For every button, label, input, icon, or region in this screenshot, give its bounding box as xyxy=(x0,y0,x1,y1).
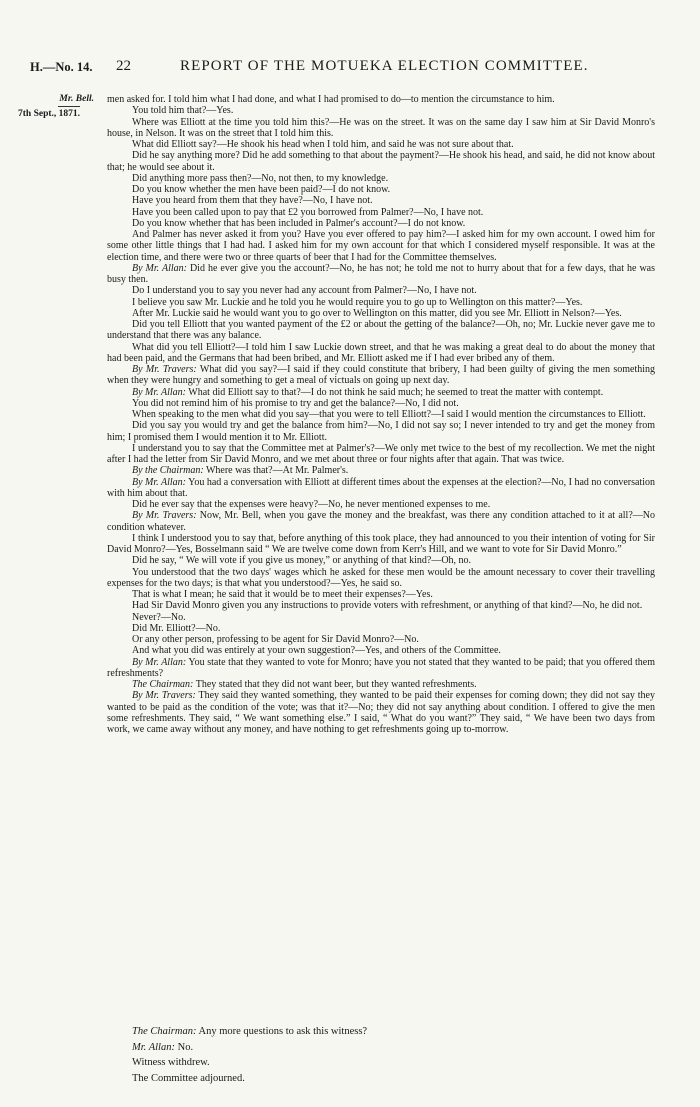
paragraph-text: Do you know whether that has been included in Palmer's account?—I do not know. xyxy=(132,217,466,229)
closing-line xyxy=(132,1024,432,1040)
paragraph-text: They said they wanted something, they wanted to be paid their expenses for coming down; they did not say they wanted to be paid as the condition of the vote; was that it?—No; they did not say anything about condition. I offered to give the men some refreshments. They said, “ We want something else.” I said, “ What do you want?” They said, “ We have been two days from work, we came away without any money, and have nothing to get refreshments going up to-morrow. xyxy=(107,690,655,735)
speaker-lead: By Mr. Allan: xyxy=(132,262,187,274)
closing-line xyxy=(132,1055,432,1071)
paragraph-text: I believe you saw Mr. Luckie and he told you he would require you to go up to Wellington on this matter?—Yes. xyxy=(132,296,583,308)
paragraph-text: They stated that they did not want beer, but they wanted refreshments. xyxy=(193,679,477,690)
paragraph-text: When speaking to the men what did you say—that you were to tell Elliott?—I said I would mention the circumstances to Elliott. xyxy=(132,409,646,420)
speaker-lead: The Chairman: xyxy=(132,679,194,690)
paragraph-text: Did you say you would try and get the balance from him?—No, I did not say so; I never intended to try and get the money from him; I promised them I would mention it to Mr. Elliott. xyxy=(107,420,655,443)
testimony-body xyxy=(107,94,655,735)
testimony-paragraph xyxy=(107,510,655,533)
paragraph-text: Where was Elliott at the time you told him this?—He was on the street. It was on the same day I saw him at Sir David Monro's house, in Nelson. It was on the street that I told him this. xyxy=(107,116,655,139)
paragraph-text: I understand you to say that the Committee met at Palmer's?—We only met twice to the best of my recollection. We met the night after I had the letter from Sir David Monro, and we met about three or four nights after that again. That was twice. xyxy=(107,442,655,465)
testimony-paragraph xyxy=(107,342,655,365)
testimony-paragraph xyxy=(107,465,655,476)
paragraph-text: Now, Mr. Bell, when you gave the money and the breakfast, was there any condition attached to it at all?—No condition whatever. xyxy=(107,510,655,533)
paragraph-text: Witness withdrew. xyxy=(132,1057,210,1068)
paragraph-text: You had a conversation with Elliott at different times about the expenses at the election?—No, I had no conversation with him about that. xyxy=(107,476,655,499)
testimony-paragraph xyxy=(107,184,655,195)
paragraph-text: You understood that the two days' wages which he asked for these men would be the amount necessary to cover their travelling expenses for the two days; is that what you understood?—Yes, he said so. xyxy=(107,566,655,589)
paragraph-text: Did anything more pass then?—No, not then, to my knowledge. xyxy=(132,172,389,184)
testimony-paragraph xyxy=(107,398,655,409)
speaker-lead: By the Chairman: xyxy=(132,465,204,477)
testimony-paragraph xyxy=(107,623,655,634)
paragraph-text: What did you say?—I said if they could constitute that bribery, I had been guilty of giving the men something when they were hungry and something to get a meal of victuals on going up next day. xyxy=(107,364,655,387)
testimony-paragraph xyxy=(107,645,655,656)
testimony-paragraph xyxy=(107,117,655,140)
speaker-lead: By Mr. Travers: xyxy=(132,510,197,522)
testimony-paragraph xyxy=(107,420,655,443)
testimony-paragraph xyxy=(107,207,655,218)
speaker-lead: Mr. Allan: xyxy=(132,1041,175,1053)
testimony-paragraph xyxy=(107,600,655,611)
testimony-paragraph xyxy=(107,555,655,566)
paragraph-text: Or any other person, professing to be agent for Sir David Monro?—No. xyxy=(132,634,419,645)
paragraph-text: Did he ever say that the expenses were heavy?—No, he never mentioned expenses to me. xyxy=(132,499,491,510)
paragraph-text: Did he say, “ We will vote if you give us money,” or anything of that kind?—Oh, no. xyxy=(132,555,472,567)
page-header xyxy=(30,58,674,78)
speaker-lead: The Chairman: xyxy=(132,1026,197,1037)
paragraph-text: No. xyxy=(174,1041,194,1053)
paragraph-text: The Committee adjourned. xyxy=(132,1072,245,1084)
testimony-paragraph xyxy=(107,499,655,510)
page-number: 22 xyxy=(116,58,131,74)
margin-note xyxy=(18,94,100,119)
testimony-paragraph xyxy=(107,195,655,206)
testimony-paragraph xyxy=(107,690,655,735)
testimony-paragraph xyxy=(107,94,655,105)
testimony-paragraph xyxy=(107,150,655,173)
speaker-lead: By Mr. Allan: xyxy=(132,476,186,488)
testimony-paragraph xyxy=(107,567,655,590)
speaker-lead: By Mr. Travers: xyxy=(132,364,197,375)
paragraph-text: What did Elliott say to that?—I do not think he said much; he seemed to treat the matter with contempt. xyxy=(185,386,604,398)
paragraph-text: Have you heard from them that they have?—No, I have not. xyxy=(132,195,373,207)
testimony-paragraph xyxy=(107,308,655,319)
testimony-paragraph xyxy=(107,218,655,229)
paragraph-text: Where was that?—At Mr. Palmer's. xyxy=(203,465,349,477)
testimony-paragraph xyxy=(107,319,655,342)
paragraph-text: Did you tell Elliott that you wanted payment of the £2 or about the getting of the balance?—Oh, no; Mr. Luckie never gave me to understand that there was any balance. xyxy=(107,319,655,342)
testimony-paragraph xyxy=(107,409,655,420)
paragraph-text: You told him that?—Yes. xyxy=(132,105,234,117)
testimony-paragraph xyxy=(107,285,655,296)
paragraph-text: Do you know whether the men have been paid?—I do not know. xyxy=(132,184,391,195)
testimony-paragraph xyxy=(107,387,655,398)
testimony-paragraph xyxy=(107,173,655,184)
paragraph-text: Had Sir David Monro given you any instructions to provide voters with refreshment, or anything of that kind?—No, he did not. xyxy=(132,600,643,612)
testimony-paragraph xyxy=(107,297,655,308)
paragraph-text: That is what I mean; he said that it would be to meet their expenses?—Yes. xyxy=(132,589,433,600)
paragraph-text: Did Mr. Elliott?—No. xyxy=(132,622,221,634)
paper-reference: H.—No. 14. xyxy=(30,60,93,74)
testimony-paragraph xyxy=(107,229,655,263)
testimony-paragraph xyxy=(107,364,655,387)
testimony-paragraph xyxy=(107,612,655,623)
paragraph-text: Never?—No. xyxy=(132,611,186,623)
testimony-paragraph xyxy=(107,533,655,556)
running-title: REPORT OF THE MOTUEKA ELECTION COMMITTEE. xyxy=(180,58,589,74)
paragraph-text: Do I understand you to say you never had any account from Palmer?—No, I have not. xyxy=(132,285,477,297)
paragraph-text: You did not remind him of his promise to try and get the balance?—No, I did not. xyxy=(132,397,459,409)
speaker-lead: By Mr. Allan: xyxy=(132,386,186,398)
testimony-paragraph xyxy=(107,477,655,500)
paragraph-text: And what you did was entirely at your own suggestion?—Yes, and others of the Committee. xyxy=(132,645,501,657)
paragraph-text: Did he say anything more? Did he add something to that about the payment?—He shook his head, and said, he did not know about that; he would see about it. xyxy=(107,150,655,173)
closing-line xyxy=(132,1040,432,1056)
closing-line xyxy=(132,1071,432,1087)
testimony-paragraph xyxy=(107,105,655,116)
speaker-lead: By Mr. Travers: xyxy=(132,690,196,702)
paragraph-text: You state that they wanted to vote for Monro; have you not stated that they wanted to be paid; that you offered them refreshments? xyxy=(107,656,655,679)
testimony-paragraph xyxy=(107,634,655,645)
paragraph-text: Have you been called upon to pay that £2 you borrowed from Palmer?—No, I have not. xyxy=(132,206,484,218)
paragraph-text: Did he ever give you the account?—No, he has not; he told me not to hurry about that for a few days, that he was busy then. xyxy=(107,262,655,285)
testimony-paragraph xyxy=(107,679,655,690)
testimony-paragraph xyxy=(107,657,655,680)
margin-rule xyxy=(58,106,80,107)
testimony-date: 7th Sept., 1871. xyxy=(18,109,81,119)
paragraph-text: men asked for. I told him what I had done, and what I had promised to do—to mention the circumstance to him. xyxy=(107,94,555,105)
witness-name: Mr. Bell. xyxy=(59,94,94,104)
paragraph-text: Any more questions to ask this witness? xyxy=(196,1026,368,1037)
testimony-paragraph xyxy=(107,263,655,286)
speaker-lead: By Mr. Allan: xyxy=(132,656,187,668)
paragraph-text: I think I understood you to say that, before anything of this took place, they had announced to you their intention of voting for Sir David Monro?—Yes, Bosselmann said “ We are twelve come down from Kerr's Hill, and we want to vote for Sir David Monro.” xyxy=(107,532,655,555)
closing-block xyxy=(132,1024,432,1086)
paragraph-text: After Mr. Luckie said he would want you to go over to Wellington on this matter, did you see Mr. Elliott in Nelson?—Yes. xyxy=(132,307,622,319)
testimony-paragraph xyxy=(107,139,655,150)
paragraph-text: And Palmer has never asked it from you? Have you ever offered to pay him?—I asked him for my own account. I owed him for some other little things that I had had. I asked him for my own account for that which I considered myself responsible. It was at the election time, and there were two or three quarts of beer that I had for the Committee themselves. xyxy=(107,229,655,263)
testimony-paragraph xyxy=(107,589,655,600)
testimony-paragraph xyxy=(107,443,655,466)
paragraph-text: What did Elliott say?—He shook his head when I told him, and said he was not sure about that. xyxy=(132,139,514,150)
paragraph-text: What did you tell Elliott?—I told him I saw Luckie down street, and that he was making a great deal to do about the money that had been paid, and the Germans that had been bribed, and Mr. Elliott asked me if I had ever bribed any of them. xyxy=(107,341,655,364)
